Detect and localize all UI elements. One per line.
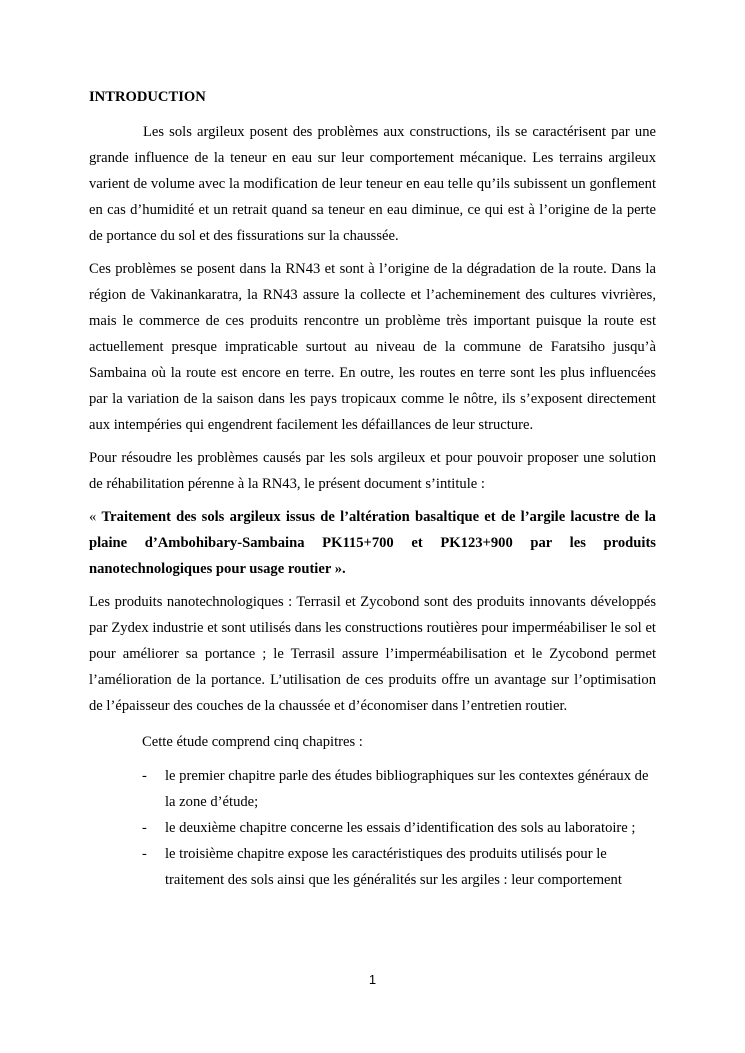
paragraph-nanotech-products: Les produits nanotechnologiques : Terrasil et Zycobond sont des produits innovants développés par Zydex industrie et sont utilisés dans les constructions routières pour imperméabiliser le sol et pour améliorer sa portance ; le Terrasil assure l’imperméabilisation et le Zycobond permet l’amélioration de la portance. L’utilisation de ces produits offre un avantage sur l’optimisation de l’épaisseur des couches de la chaussée et d’économiser dans l’entretien routier. [89, 594, 656, 714]
document-page [89, 84, 656, 893]
list-item [142, 815, 658, 841]
section-heading: INTRODUCTION [89, 89, 206, 105]
list-dash: - [142, 768, 147, 784]
list-dash: - [142, 820, 147, 836]
page-number: 1 [368, 972, 377, 987]
paragraph-clay-problems: Les sols argileux posent des problèmes aux constructions, ils se caractérisent par une grande influence de la teneur en eau sur leur comportement mécanique. Les terrains argileux varient de volume avec la modification de leur teneur en eau telle qu’ils subissent un gonflement en cas d’humidité et un retrait quand sa teneur en eau diminue, ce qui est à l’origine de la perte de portance du sol et des fissurations sur la chaussée. [89, 124, 656, 244]
chapter-item-text: le deuxième chapitre concerne les essais d’identification des sols au laboratoire ; [165, 820, 636, 836]
chapter-list [142, 763, 656, 893]
paragraph-purpose: Pour résoudre les problèmes causés par les sols argileux et pour pouvoir proposer une solution de réhabilitation pérenne à la RN43, le présent document s’intitule : [89, 450, 656, 492]
chapters-intro: Cette étude comprend cinq chapitres : [142, 734, 363, 750]
chapter-item-text: le premier chapitre parle des études bibliographiques sur les contextes généraux de la zone d’étude; [165, 768, 649, 810]
list-dash: - [142, 846, 147, 862]
paragraph-document-title [89, 504, 656, 582]
list-item [142, 763, 658, 815]
title-open-quote: « [89, 509, 102, 525]
title-end-period: . [342, 561, 346, 577]
chapter-item-text: le troisième chapitre expose les caractéristiques des produits utilisés pour le traitement des sols ainsi que les généralités sur les argiles : leur comportement [165, 846, 622, 888]
paragraph-rn43-context: Ces problèmes se posent dans la RN43 et sont à l’origine de la dégradation de la route. Dans la région de Vakinankaratra, la RN43 assure la collecte et l’acheminement des cultures vivrières, mais le commerce de ces produits rencontre un problème très important puisque la route est actuellement presque impraticable surtout au niveau de la commune de Faratsiho jusqu’à Sambaina où la route est encore en terre. En outre, les routes en terre sont les plus influencées par la variation de la saison dans les pays tropicaux comme le nôtre, ils s’exposent directement aux intempéries qui engendrent facilement les défaillances de leur structure. [89, 261, 656, 433]
list-item [142, 841, 658, 893]
document-title: Traitement des sols argileux issus de l’altération basaltique et de l’argile lacustre de la plaine d’Ambohibary-Sambaina PK115+700 et PK123+900 par les produits nanotechnologiques pour usage routier » [89, 509, 656, 577]
